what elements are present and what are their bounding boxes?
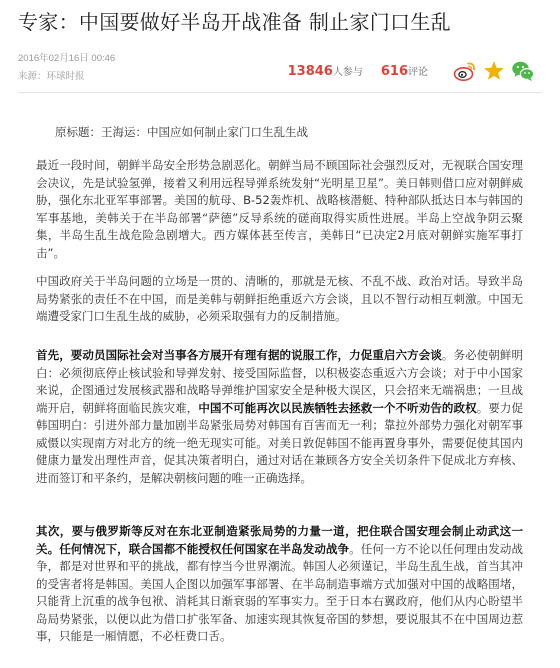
publish-date: 2016年02月16日 00:46 (18, 53, 116, 64)
paragraph-2: 中国政府关于半岛问题的立场是一贯的、清晰的，那就是无核、不乱不战、政治对话。导致半岛局势紧张的责任不在中国，而是美韩与朝鲜拒绝重返六方会谈，且以不智行动相互刺激。中国无端遭受家门口生乱生战的威胁，必须采取强有力的反制措施。 (36, 274, 523, 323)
participants-count: 13846 (287, 64, 333, 79)
paragraph-4-text: 。任何一方不论以任何理由发动战争，都是对世界和平的挑战，都有悖当今世界潮流。韩国人必须谨记，半岛生乱生战，首当其冲的受害者将是韩国。美国人企图以加强军事部署、在半岛制造事端方式加强对中国的战略围堵，只能背上沉重的战争包袱、消耗其日渐衰弱的军事实力。至于日本右翼政府，他们从内心盼望半岛局势紧张，以便以此为借口扩张军备、加速实现其恢复帝国的梦想，要说服其不在中国周边惹事，只能是一厢情愿，不必枉费口舌。 (36, 541, 524, 643)
header-divider (18, 92, 542, 93)
engagement-stats (288, 63, 428, 79)
participants-label: 人参与 (332, 67, 363, 78)
paragraph-3-text-a: 。务必使朝鲜明白：必须彻底停止核试验和导弹发射、接受国际监督，以积极姿态重返六方会谈；对于中小国家来说，企图通过发展核武器和战略导弹维护国家安全是种极大误区，只会招来无端祸患；一旦战端开启，朝鲜将面临民族灾难， (36, 348, 524, 415)
wechat-icon[interactable] (510, 58, 536, 84)
weibo-icon[interactable] (452, 58, 478, 84)
paragraph-1: 最近一段时间，朝鲜半岛安全形势急剧恶化。朝鲜当局不顾国际社会强烈反对，无视联合国安理会决议，先是试验氢弹，接着又利用远程导弹系统发射“光明星卫星”。美日韩则借口应对朝鲜威胁，强化东北亚军事部署。美国的航母、B-52轰炸机、战略核潜艇、特种部队抵达日本与韩国的军事基地，美韩关于在半岛部署“萨德”反导系统的磋商取得实质性进展。半岛上空战争阴云聚集，半岛生乱生战危险急剧增大。西方媒体甚至传言，美韩日“已决定2月底对朝鲜实施军事打击”。 (36, 158, 523, 260)
paragraph-3-text-b: 。要力促韩国明白：引进外部力量加剧半岛紧张局势对韩国有百害而无一利；靠拉外部势力强化对朝军事威慑以实现南方对北方的统一绝无现实可能。对美日敦促韩国不能再置身事外，需要促使其国内健康力量发出理性声音，促其决策者明白，通过对话在兼顾各方安全关切条件下促成北方弃核、进而签订和平条约，是解决朝核问题的唯一正确选择。 (36, 400, 524, 485)
original-title: 原标题：王海运：中国应如何制止家门口生乱生战 (55, 125, 308, 139)
paragraph-3-emphasis: 中国不可能再次以民族牺牲去拯救一个不听劝告的政权 (198, 400, 477, 415)
paragraph-4 (36, 523, 523, 646)
star-icon[interactable] (481, 58, 507, 84)
article-title: 专家：中国要做好半岛开战准备 制止家门口生乱 (18, 10, 451, 34)
paragraph-3-lead: 首先，要动员国际社会对当事各方展开有理有据的说服工作，力促重启六方会谈 (36, 348, 442, 362)
comments-label[interactable]: 评论 (408, 67, 428, 78)
comments-count[interactable]: 616 (380, 64, 408, 79)
paragraph-4-lead: 其次，要与俄罗斯等反对在东北亚制造紧张局势的力量一道，把住联合国安理会制止动武这一关。任何情况下，联合国都不能授权任何国家在半岛发动战争 (36, 524, 523, 556)
article-source: 来源：环球时报 (18, 71, 85, 82)
paragraph-3 (36, 347, 523, 487)
